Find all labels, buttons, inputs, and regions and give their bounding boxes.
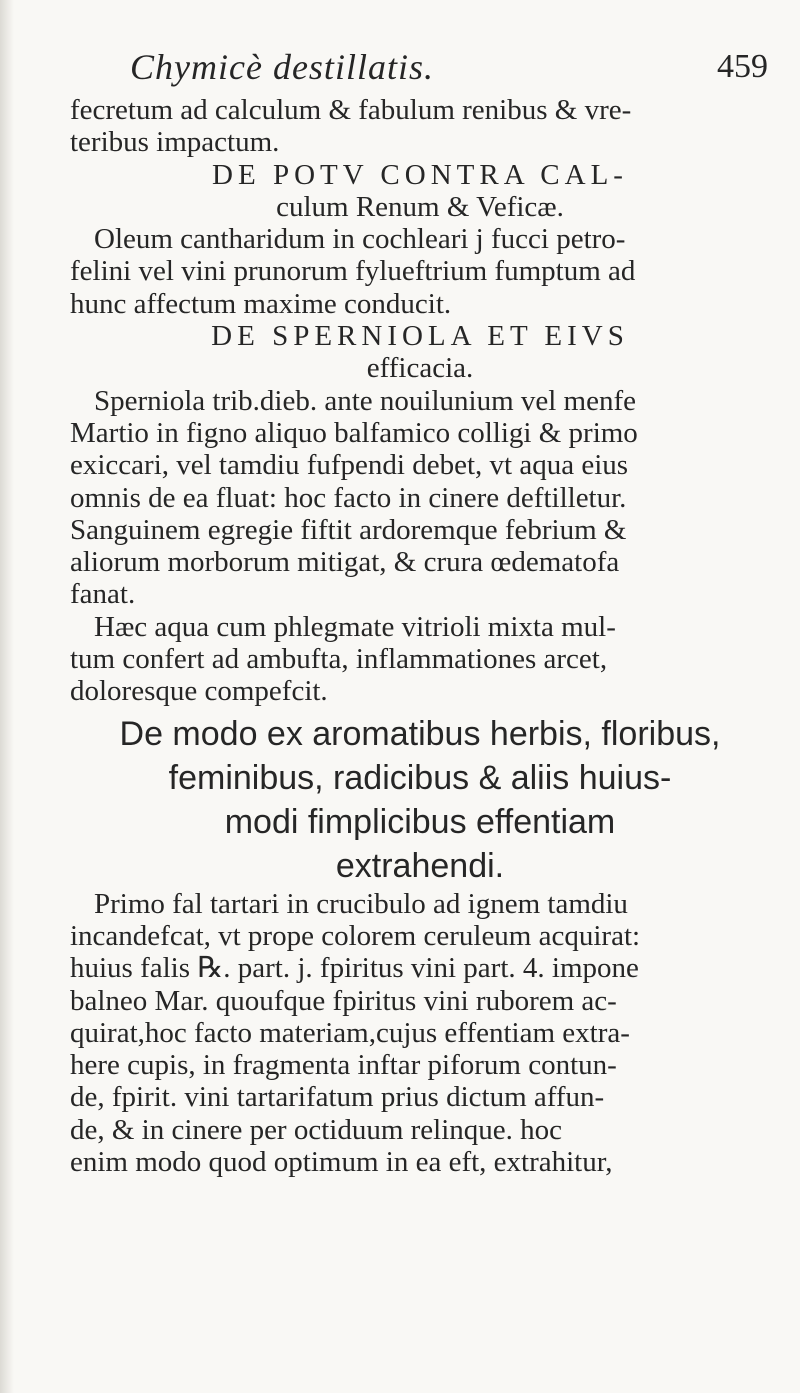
text-block [70, 46, 770, 1178]
section-heading: culum Renum & Veficæ. [276, 190, 564, 223]
text-line: fecretum ad calculum & fabulum renibus & vre- [70, 94, 632, 126]
page-number: 459 [717, 48, 768, 85]
chapter-heading: extrahendi. [335, 846, 505, 885]
section-heading: DE SPERNIOLA ET EIVS [211, 320, 629, 353]
text-line: omnis de ea fluat: hoc facto in cinere deftilletur. [70, 481, 627, 514]
text-line: aliorum morborum mitigat, & crura œdematofa [70, 546, 620, 579]
text-line: hunc affectum maxime conducit. [70, 287, 452, 320]
text-line: quirat,hoc facto materiam,cujus effentiam extra- [70, 1016, 630, 1049]
text-line: teribus impactum. [70, 126, 280, 159]
text-line: doloresque compefcit. [70, 675, 328, 708]
section-heading: efficacia. [366, 352, 474, 385]
text-line: Primo fal tartari in crucibulo ad ignem tamdiu [94, 887, 628, 920]
chapter-heading: De modo ex aromatibus herbis, floribus, [119, 714, 721, 753]
chapter-heading: modi fimplicibus effentiam [224, 802, 616, 841]
text-line: felini vel vini prunorum fylueftrium fumptum ad [70, 255, 636, 288]
running-head: Chymicè destillatis. [130, 47, 434, 87]
text-line: Sperniola trib.dieb. ante nouilunium vel menfe [94, 384, 637, 417]
text-line: here cupis, in fragmenta inftar piforum contun- [70, 1049, 617, 1082]
text-line: tum confert ad ambufta, inflammationes arcet, [70, 643, 608, 676]
text-line: Oleum cantharidum in cochleari j fucci petro- [94, 223, 626, 256]
text-line: Martio in figno aliquo balfamico colligi & primo [70, 416, 638, 449]
text-line: Sanguinem egregie fiftit ardoremque febrium & [70, 513, 627, 546]
page-header [70, 46, 770, 94]
text-line: de, fpirit. vini tartarifatum prius dictum affun- [70, 1081, 605, 1114]
text-line: huius falis ℞. part. j. fpiritus vini part. 4. impone [70, 952, 639, 985]
text-line: exiccari, vel tamdiu fufpendi debet, vt aqua eius [70, 449, 629, 482]
section-heading: DE POTV CONTRA CAL- [212, 158, 628, 191]
text-line: enim modo quod optimum in ea eft, extrahitur, [70, 1146, 613, 1179]
text-line: fanat. [70, 578, 136, 611]
text-line: Hæc aqua cum phlegmate vitrioli mixta mul- [94, 610, 616, 643]
binding-gutter [0, 0, 14, 1393]
text-line: balneo Mar. quoufque fpiritus vini ruborem ac- [70, 984, 617, 1017]
chapter-heading: feminibus, radicibus & aliis huius- [168, 758, 672, 797]
text-line: incandefcat, vt prope colorem ceruleum acquirat: [70, 919, 641, 952]
text-line: de, & in cinere per octiduum relinque. hoc [70, 1113, 563, 1146]
